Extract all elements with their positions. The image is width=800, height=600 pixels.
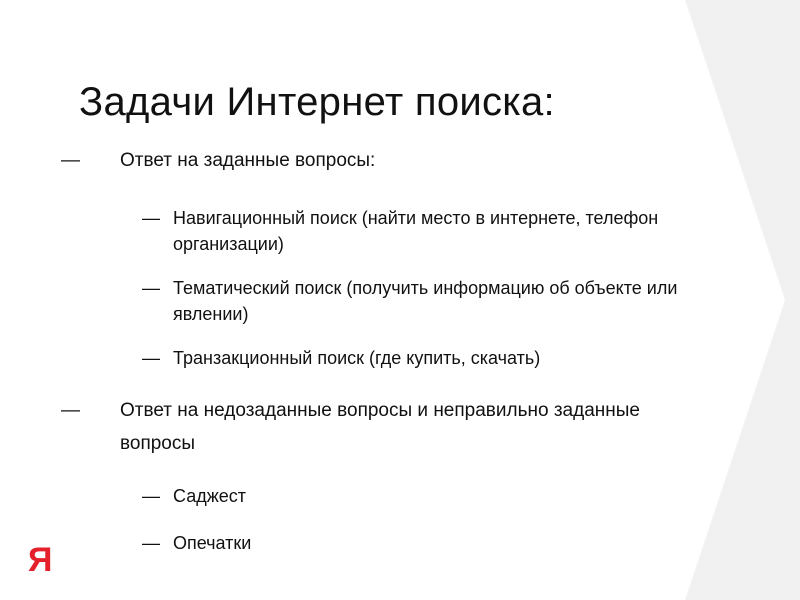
list-item <box>61 394 665 460</box>
sub-list-item <box>142 345 693 371</box>
bullet-dash: — <box>142 486 160 506</box>
bullet-dash: — <box>142 348 160 368</box>
sub-list-item <box>142 275 693 327</box>
sub-list-item-text: Опечатки <box>173 533 252 553</box>
bullet-dash: — <box>61 400 80 421</box>
sub-list-item <box>142 483 693 509</box>
list-item <box>61 144 680 177</box>
yandex-logo: Я <box>28 541 53 579</box>
sub-list-item-text: Тематический поиск (получить информацию об объекте или явлении) <box>173 278 678 324</box>
bullet-dash: — <box>142 208 160 228</box>
sub-list-item-text: Саджест <box>173 486 247 506</box>
bullet-dash: — <box>142 278 160 298</box>
bullet-dash: — <box>142 533 160 553</box>
sub-list-item <box>142 530 693 556</box>
sub-list-item-text: Навигационный поиск (найти место в интернете, телефон организации) <box>173 208 659 254</box>
sub-list-item <box>142 205 693 257</box>
list-item-text: Ответ на заданные вопросы: <box>120 150 376 171</box>
sub-list-item-text: Транзакционный поиск (где купить, скачать) <box>173 348 541 368</box>
slide-title: Задачи Интернет поиска: <box>79 80 555 124</box>
list-item-text: Ответ на недозаданные вопросы и неправильно заданные вопросы <box>120 400 640 454</box>
bullet-dash: — <box>61 150 80 171</box>
